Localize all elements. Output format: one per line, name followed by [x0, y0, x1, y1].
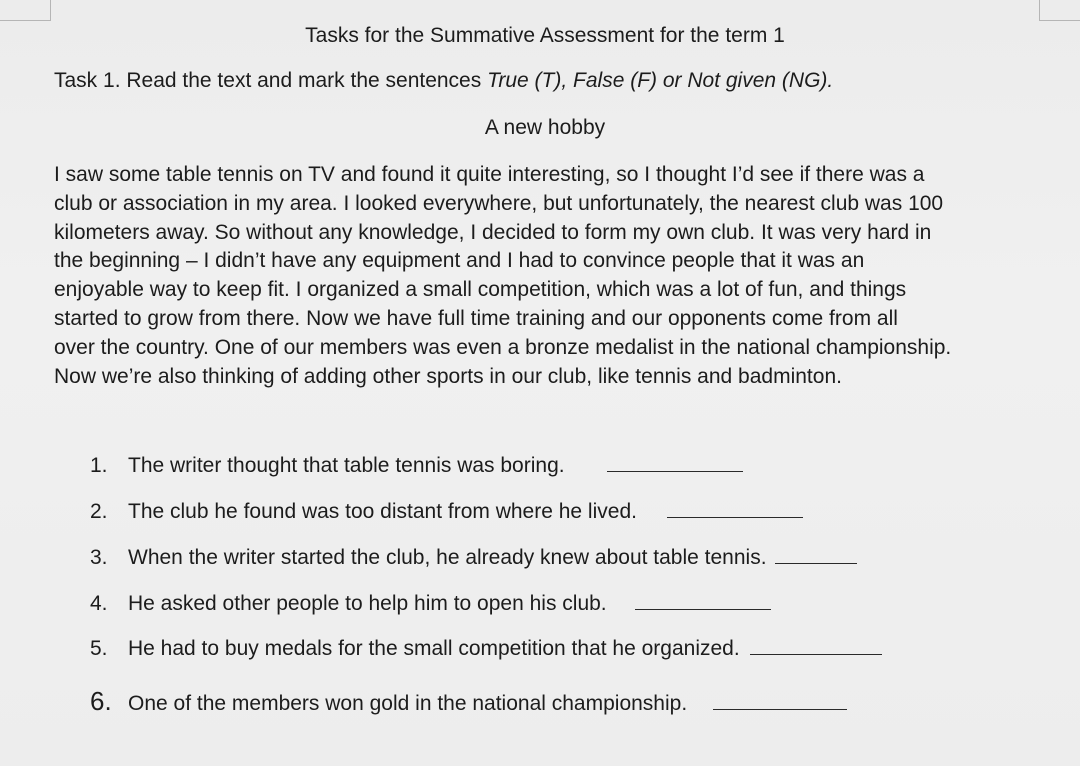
question-item [90, 454, 743, 482]
question-number: 5. [90, 637, 108, 660]
passage-line: enjoyable way to keep fit. I organized a small competition, which was a lot of fun, and things [54, 278, 907, 302]
question-text: He asked other people to help him to open his club. [128, 592, 607, 615]
passage-line: I saw some table tennis on TV and found it quite interesting, so I thought I’d see if there was a [54, 163, 925, 186]
passage-line: started to grow from there. Now we have full time training and our opponents come from all [54, 306, 898, 330]
question-item [90, 592, 771, 620]
answer-blank[interactable] [775, 563, 857, 564]
passage-line: over the country. One of our members was even a bronze medalist in the national championship. [54, 335, 952, 359]
answer-blank[interactable] [635, 609, 771, 610]
answer-blank[interactable] [713, 709, 847, 710]
question-number: 3. [90, 546, 108, 569]
question-item [90, 637, 882, 665]
question-text: When the writer started the club, he already knew about table tennis. [128, 546, 767, 569]
question-text: He had to buy medals for the small competition that he organized. [128, 637, 740, 660]
answer-blank[interactable] [750, 654, 882, 655]
question-item [90, 500, 803, 528]
task-instruction-options: True (T), False (F) or Not given (NG). [487, 69, 834, 92]
question-item [90, 546, 857, 574]
question-text: The club he found was too distant from where he lived. [128, 500, 637, 523]
question-text: One of the members won gold in the national championship. [128, 692, 688, 715]
question-item [90, 686, 847, 714]
task-instruction-text: Task 1. Read the text and mark the sentences [54, 69, 488, 92]
question-number: 2. [90, 500, 108, 523]
passage-title: A new hobby [484, 116, 606, 139]
question-number: 6. [90, 686, 112, 716]
passage-line: the beginning – I didn’t have any equipment and I had to convince people that it was an [54, 249, 865, 273]
passage-line: Now we’re also thinking of adding other sports in our club, like tennis and badminton. [54, 364, 842, 388]
question-number: 1. [90, 454, 108, 477]
passage-line: club or association in my area. I looked everywhere, but unfortunately, the nearest club was 100 [54, 191, 944, 215]
page-title: Tasks for the Summative Assessment for the term 1 [305, 24, 785, 47]
answer-blank[interactable] [607, 471, 743, 472]
question-text: The writer thought that table tennis was boring. [128, 454, 565, 477]
question-number: 4. [90, 592, 108, 615]
passage-line: kilometers away. So without any knowledge, I decided to form my own club. It was very hard in [54, 220, 932, 244]
answer-blank[interactable] [667, 517, 803, 518]
